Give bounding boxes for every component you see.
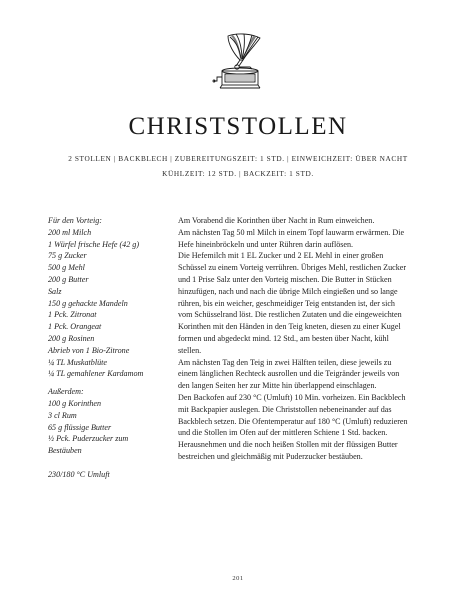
method-line: Backblech setzen. Die Ofentemperatur auf 180 °C (Umluft) reduzieren xyxy=(178,416,408,426)
method-line: einem länglichen Rechteck ausrollen und die Teigränder jeweils von xyxy=(178,369,400,379)
method-line: rühren, bis ein weicher, geschmeidiger Teig entstanden ist, der sich xyxy=(178,298,395,308)
method-line: bestreichen und gleichmäßig mit Puderzucker bestäuben. xyxy=(178,451,363,461)
ingredient-item: 1 Würfel frische Hefe (42 g) xyxy=(48,239,140,249)
ingredient-item: 500 g Mehl xyxy=(48,263,85,273)
ingredient-item: 200 g Rosinen xyxy=(48,333,95,343)
method-line: Am nächsten Tag den Teig in zwei Hälften teilen, diese jeweils zu xyxy=(178,357,392,367)
ingredient-item: 65 g flüssige Butter xyxy=(48,422,112,432)
ingredient-item: 75 g Zucker xyxy=(48,251,87,261)
oven-temperature: 230/180 °C Umluft xyxy=(48,469,110,479)
method-line: und 1 Prise Salz unter den Vorteig mischen. Die Butter in Stücken xyxy=(178,274,392,284)
method-line: und die Stollen im Ofen auf der mittleren Schiene 1 Std. backen. xyxy=(178,428,388,438)
ingredient-list xyxy=(48,215,174,481)
method-line: mit Backpapier auslegen. Die Christstollen nebeneinander auf das xyxy=(178,404,392,414)
method-line: den langen Seiten her zur Mitte hin überlappend einschlagen. xyxy=(178,381,377,391)
method-line: formen und abgedeckt mind. 12 Std., am besten über Nacht, kühl xyxy=(178,333,389,343)
ingredient-item: ½ Pck. Puderzucker zum xyxy=(48,434,129,444)
ingredient-item: 1 Pck. Orangeat xyxy=(48,322,102,332)
ingredient-heading: Für den Vorteig: xyxy=(48,216,102,225)
method-line: hinzufügen, nach und nach die übrige Milch eingießen und so lange xyxy=(178,286,398,296)
page-number: 201 xyxy=(232,575,244,582)
method-line: Die Hefemilch mit 1 EL Zucker und 2 EL Mehl in einer großen xyxy=(178,251,384,261)
method-line: Am Vorabend die Korinthen über Nacht in Rum einweichen. xyxy=(178,216,375,225)
recipe-title: CHRISTSTOLLEN xyxy=(128,113,348,140)
method-line: Hefe hineinbröckeln und unter Rühren darin auflösen. xyxy=(178,239,354,249)
ingredient-item: Abrieb von 1 Bio-Zitrone xyxy=(48,345,130,355)
method-line: Herausnehmen und die noch heißen Stollen mit der flüssigen Butter xyxy=(178,440,398,450)
method-line: Schüssel zu einem Vorteig verrühren. Übriges Mehl, restlichen Zucker xyxy=(178,263,407,273)
method-line: Am nächsten Tag 50 ml Milch in einem Topf lauwarm erwärmen. Die xyxy=(178,227,405,237)
method-line: Den Backofen auf 230 °C (Umluft) 10 Min. vorheizen. Ein Backblech xyxy=(178,392,406,402)
ingredient-item: 3 cl Rum xyxy=(48,410,77,420)
ingredient-item: 200 ml Milch xyxy=(48,227,92,237)
ingredient-item: 100 g Korinthen xyxy=(48,398,102,408)
method-line: Korinthen mit den Händen in den Teig kneten, diesen zu einer Kugel xyxy=(178,322,401,332)
ingredient-spacer xyxy=(48,457,174,469)
method-text xyxy=(178,215,428,463)
ingredient-item: 200 g Butter xyxy=(48,274,89,284)
recipe-meta-line-1: 2 STOLLEN | BACKBLECH | ZUBEREITUNGSZEIT: 1 STD. | EINWEICHZEIT: ÜBER NACHT xyxy=(68,154,408,163)
ingredient-item: 150 g gehackte Mandeln xyxy=(48,298,128,308)
method-line: vom Schüsselrand löst. Die restlichen Zutaten und die eingeweichten xyxy=(178,310,402,320)
gramophone-icon xyxy=(206,30,270,92)
ingredient-item: 1 Pck. Zitronat xyxy=(48,310,97,320)
ingredient-item: ¼ TL Muskatblüte xyxy=(48,357,107,367)
ingredient-item: Bestäuben xyxy=(48,446,82,456)
ingredient-heading: Außerdem: xyxy=(48,387,84,397)
ingredient-item: ¼ TL gemahlener Kardamom xyxy=(48,369,144,379)
recipe-meta-line-2: KÜHLZEIT: 12 STD. | BACKZEIT: 1 STD. xyxy=(162,169,314,178)
method-line: stellen. xyxy=(178,345,202,355)
ingredient-item: Salz xyxy=(48,286,62,296)
